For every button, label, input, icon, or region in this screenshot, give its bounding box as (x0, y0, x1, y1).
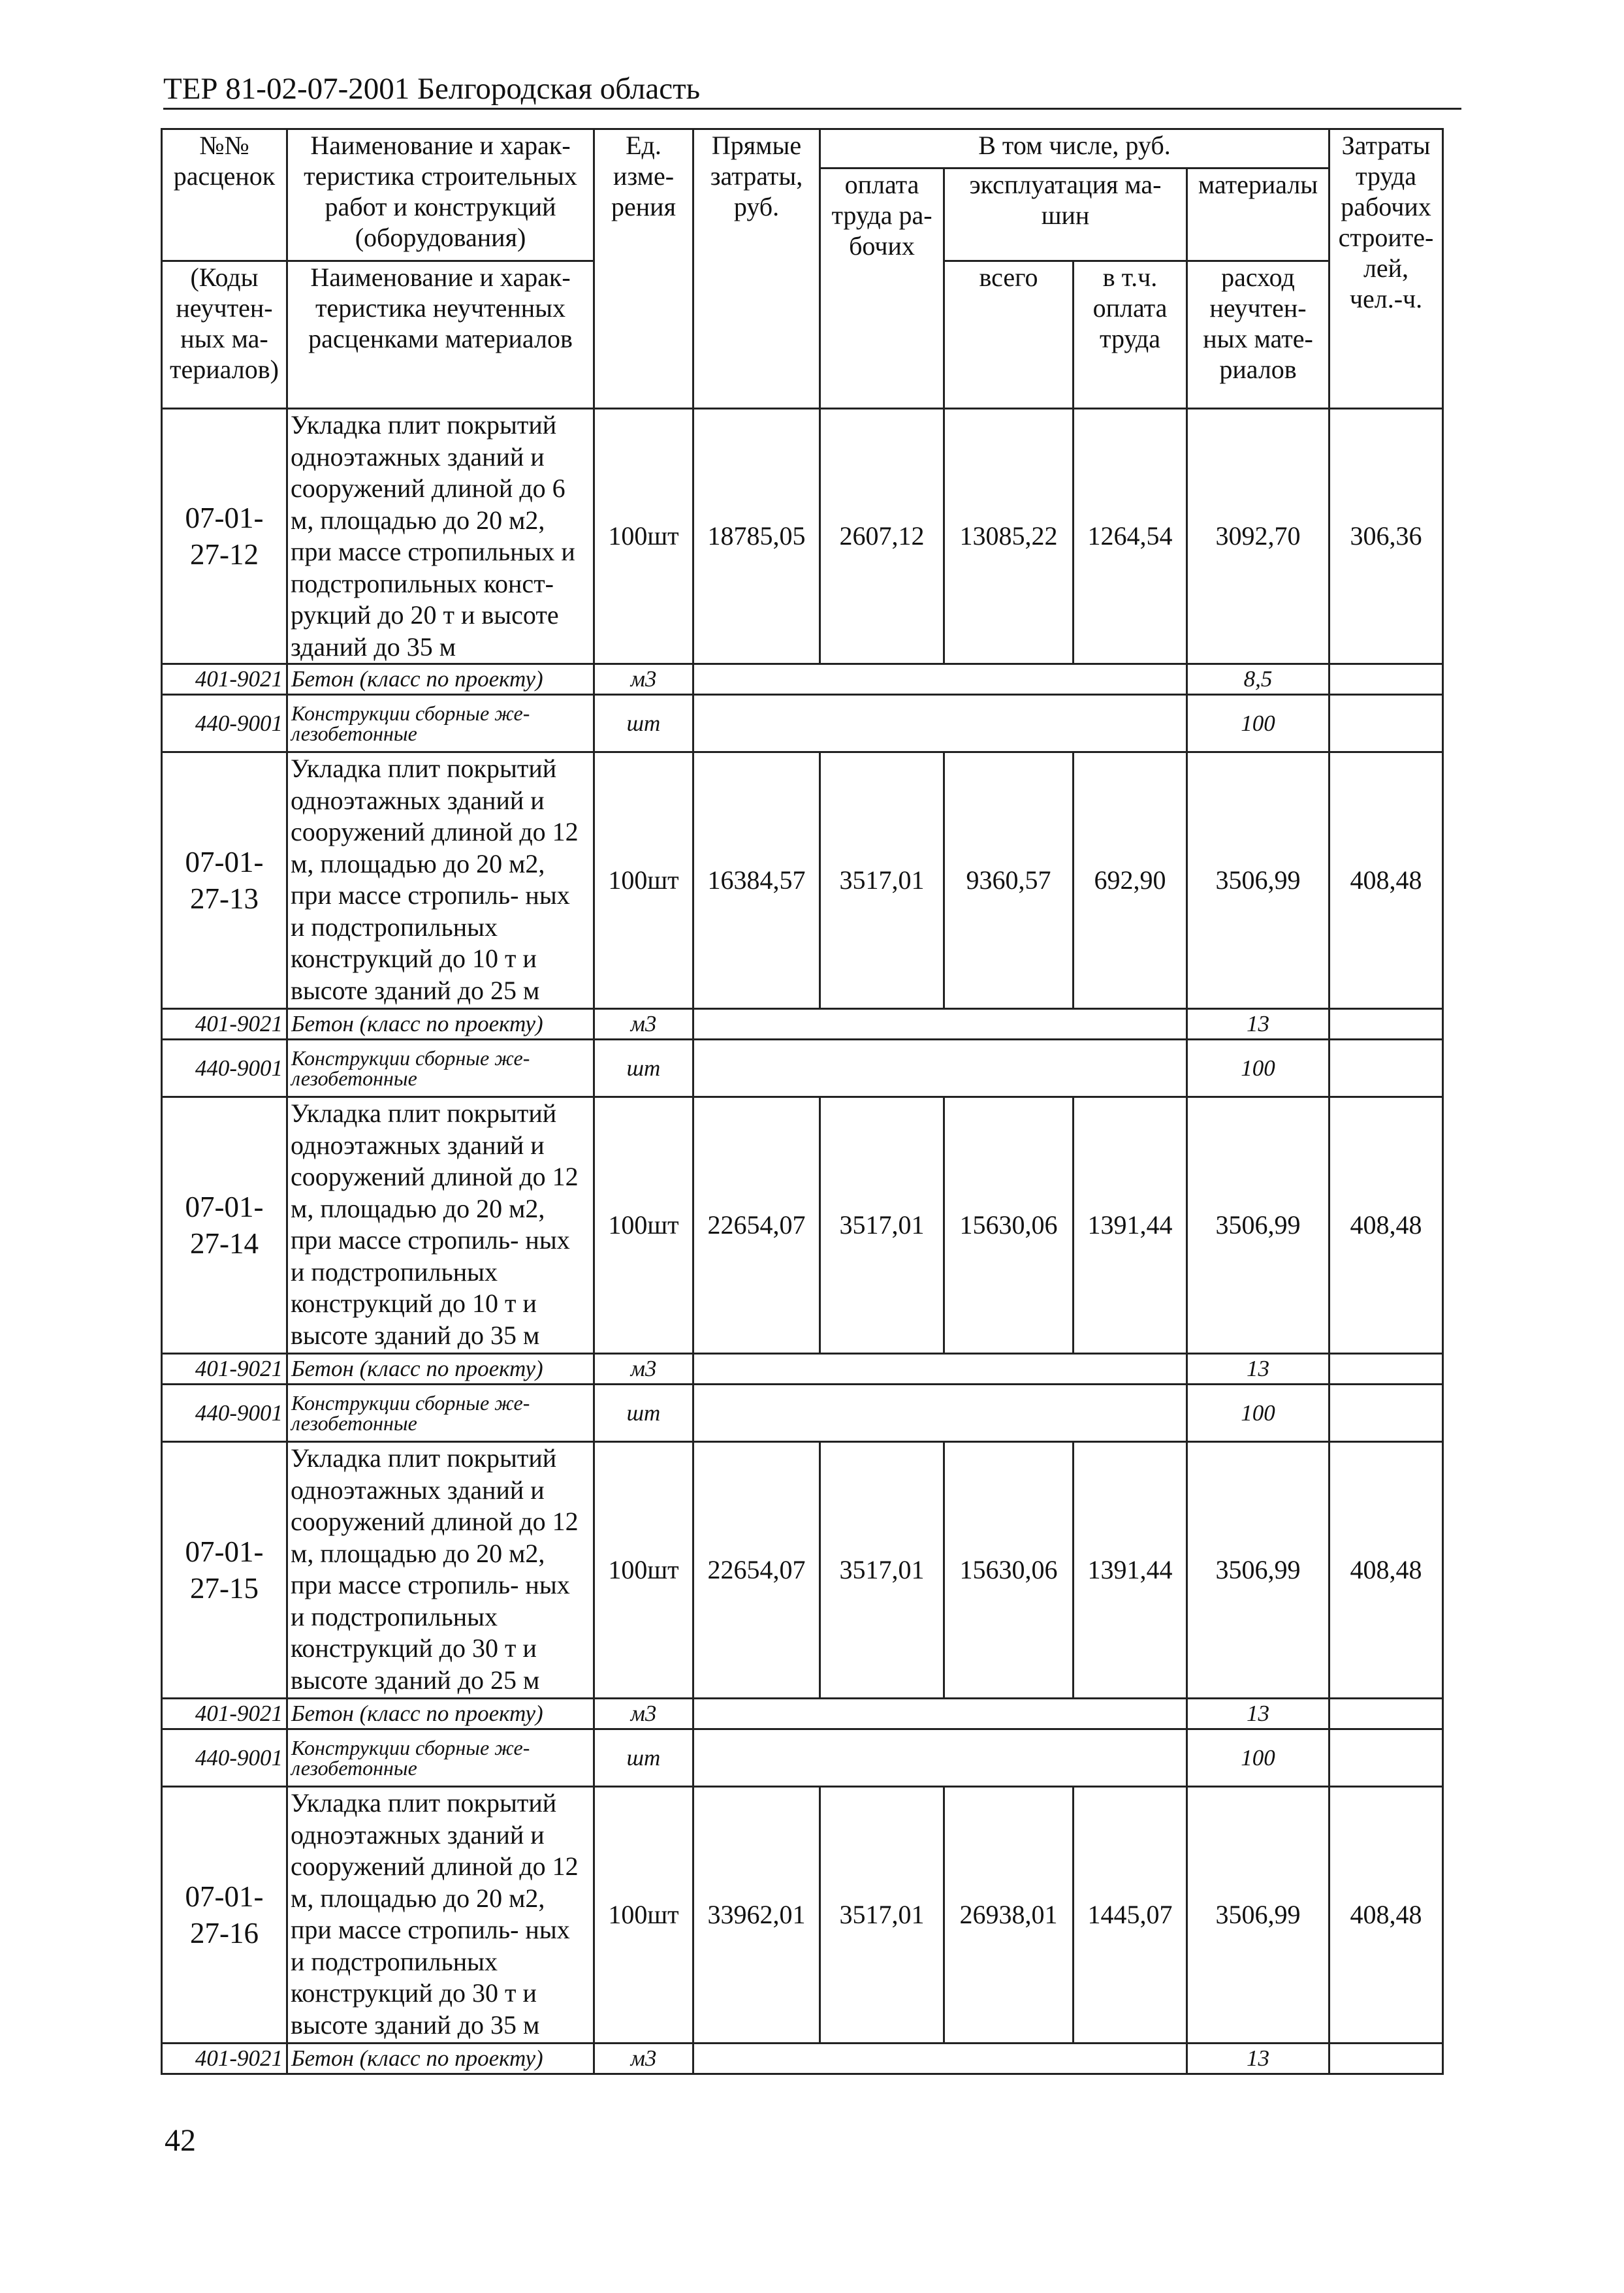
rate-labor: 408,48 (1329, 1097, 1443, 1354)
material-code: 401-9021 (162, 1354, 287, 1385)
rate-code: 07-01- 27-14 (162, 1097, 287, 1354)
material-qty: 13 (1187, 2044, 1329, 2074)
material-unit: шт (594, 1040, 693, 1097)
material-blank (693, 1354, 1187, 1385)
rate-machine-wage: 692,90 (1074, 752, 1187, 1009)
rate-labor: 306,36 (1329, 409, 1443, 664)
rate-wage: 3517,01 (820, 1442, 944, 1699)
rate-name: Укладка плит покрытий одноэтажных зданий и сооружений длиной до 12 м, площадью до 20 м2, при массе стропиль- ных и подстропильных конструкций до 30 т и высоте зданий до 25 м (287, 1442, 594, 1699)
material-qty: 13 (1187, 1354, 1329, 1385)
rate-code: 07-01- 27-15 (162, 1442, 287, 1699)
page-number: 42 (165, 2123, 196, 2158)
material-unit: м3 (594, 664, 693, 695)
material-row (162, 695, 1443, 752)
rate-labor: 408,48 (1329, 752, 1443, 1009)
material-blank (693, 1009, 1187, 1040)
rate-machine-wage: 1264,54 (1074, 409, 1187, 664)
material-qty: 8,5 (1187, 664, 1329, 695)
rate-machines: 9360,57 (944, 752, 1074, 1009)
material-name: Бетон (класс по проекту) (287, 2044, 594, 2074)
material-row (162, 1040, 1443, 1097)
page-title: ТЕР 81-02-07-2001 Белгородская область (163, 72, 701, 106)
material-name: Бетон (класс по проекту) (287, 664, 594, 695)
material-unit: м3 (594, 1009, 693, 1040)
material-qty: 100 (1187, 695, 1329, 752)
material-unit: шт (594, 695, 693, 752)
rate-materials: 3506,99 (1187, 1787, 1329, 2044)
material-row (162, 1699, 1443, 1729)
rate-code: 07-01- 27-13 (162, 752, 287, 1009)
material-code: 440-9001 (162, 1040, 287, 1097)
header-direct: Прямые затраты, руб. (693, 129, 820, 409)
rate-name: Укладка плит покрытий одноэтажных зданий и сооружений длиной до 12 м, площадью до 20 м2, при массе стропиль- ных и подстропильных конструкций до 30 т и высоте зданий до 35 м (287, 1787, 594, 2044)
material-name: Бетон (класс по проекту) (287, 1354, 594, 1385)
material-row (162, 664, 1443, 695)
rate-name: Укладка плит покрытий одноэтажных зданий и сооружений длиной до 12 м, площадью до 20 м2, при массе стропиль- ных и подстропильных конструкций до 10 т и высоте зданий до 35 м (287, 1097, 594, 1354)
material-code: 440-9001 (162, 1729, 287, 1787)
rate-materials: 3506,99 (1187, 752, 1329, 1009)
header-wage: оплата труда ра- бочих (820, 168, 944, 409)
rate-unit: 100шт (594, 409, 693, 664)
material-blank-labor (1329, 1729, 1443, 1787)
header-machine-total: всего (944, 261, 1074, 409)
material-blank (693, 664, 1187, 695)
rate-wage: 2607,12 (820, 409, 944, 664)
table-row (162, 1097, 1443, 1354)
header-materials-alt: расход неучтен- ных мате- риалов (1187, 261, 1329, 409)
rate-direct-cost: 33962,01 (693, 1787, 820, 2044)
rate-code: 07-01- 27-12 (162, 409, 287, 664)
rate-machine-wage: 1445,07 (1074, 1787, 1187, 2044)
material-blank-labor (1329, 1354, 1443, 1385)
header-code-alt: (Коды неучтен- ных ма- териалов) (162, 261, 287, 409)
rate-materials: 3506,99 (1187, 1442, 1329, 1699)
rate-labor: 408,48 (1329, 1442, 1443, 1699)
material-blank-labor (1329, 1699, 1443, 1729)
header-name-alt: Наименование и харак- теристика неучтенных расценками материалов (287, 261, 594, 409)
rate-machines: 26938,01 (944, 1787, 1074, 2044)
rate-name: Укладка плит покрытий одноэтажных зданий и сооружений длиной до 12 м, площадью до 20 м2, при массе стропиль- ных и подстропильных конструкций до 10 т и высоте зданий до 25 м (287, 752, 594, 1009)
header-group: В том числе, руб. (820, 129, 1329, 168)
rate-machine-wage: 1391,44 (1074, 1097, 1187, 1354)
page-header (163, 68, 1461, 110)
material-unit: м3 (594, 1699, 693, 1729)
rate-code: 07-01- 27-16 (162, 1787, 287, 2044)
rate-materials: 3092,70 (1187, 409, 1329, 664)
material-code: 440-9001 (162, 695, 287, 752)
material-blank (693, 1699, 1187, 1729)
material-name: Конструкции сборные же- лезобетонные (287, 695, 594, 752)
table-row (162, 1787, 1443, 2044)
material-qty: 100 (1187, 1040, 1329, 1097)
material-row (162, 1385, 1443, 1442)
material-row (162, 2044, 1443, 2074)
material-blank-labor (1329, 1385, 1443, 1442)
table-row (162, 1442, 1443, 1699)
material-qty: 13 (1187, 1009, 1329, 1040)
material-name: Бетон (класс по проекту) (287, 1009, 594, 1040)
rate-wage: 3517,01 (820, 1787, 944, 2044)
header-labor: Затраты труда рабочих строите- лей, чел.-ч. (1329, 129, 1443, 409)
header-machines: эксплуатация ма- шин (944, 168, 1187, 261)
material-unit: м3 (594, 2044, 693, 2074)
rate-direct-cost: 16384,57 (693, 752, 820, 1009)
rates-table (161, 128, 1444, 2075)
rate-wage: 3517,01 (820, 752, 944, 1009)
material-qty: 13 (1187, 1699, 1329, 1729)
material-blank (693, 1385, 1187, 1442)
rate-machines: 13085,22 (944, 409, 1074, 664)
rate-machines: 15630,06 (944, 1442, 1074, 1699)
material-qty: 100 (1187, 1385, 1329, 1442)
rate-unit: 100шт (594, 752, 693, 1009)
table-row (162, 752, 1443, 1009)
rate-materials: 3506,99 (1187, 1097, 1329, 1354)
material-code: 401-9021 (162, 1699, 287, 1729)
material-code: 401-9021 (162, 2044, 287, 2074)
material-blank (693, 2044, 1187, 2074)
material-blank-labor (1329, 1009, 1443, 1040)
material-blank (693, 1729, 1187, 1787)
header-unit: Ед. изме- рения (594, 129, 693, 409)
rate-unit: 100шт (594, 1097, 693, 1354)
rate-direct-cost: 18785,05 (693, 409, 820, 664)
rate-unit: 100шт (594, 1442, 693, 1699)
rate-direct-cost: 22654,07 (693, 1097, 820, 1354)
header-code: №№ расценок (162, 129, 287, 261)
rate-wage: 3517,01 (820, 1097, 944, 1354)
rate-direct-cost: 22654,07 (693, 1442, 820, 1699)
header-materials: материалы (1187, 168, 1329, 261)
table-row (162, 409, 1443, 664)
material-code: 401-9021 (162, 664, 287, 695)
material-name: Конструкции сборные же- лезобетонные (287, 1040, 594, 1097)
material-row (162, 1729, 1443, 1787)
material-blank-labor (1329, 2044, 1443, 2074)
header-machine-wage: в т.ч. оплата труда (1074, 261, 1187, 409)
material-name: Бетон (класс по проекту) (287, 1699, 594, 1729)
material-qty: 100 (1187, 1729, 1329, 1787)
rate-name: Укладка плит покрытий одноэтажных зданий и сооружений длиной до 6 м, площадью до 20 м2, при массе стропильных и подстропильных конст- рукций до 20 т и высоте зданий до 35 м (287, 409, 594, 664)
material-blank-labor (1329, 664, 1443, 695)
material-row (162, 1354, 1443, 1385)
material-blank (693, 1040, 1187, 1097)
material-blank (693, 695, 1187, 752)
material-code: 440-9001 (162, 1385, 287, 1442)
rate-machines: 15630,06 (944, 1097, 1074, 1354)
material-unit: шт (594, 1729, 693, 1787)
material-blank-labor (1329, 695, 1443, 752)
header-name: Наименование и харак- теристика строительных работ и конструкций (оборудования) (287, 129, 594, 261)
material-name: Конструкции сборные же- лезобетонные (287, 1729, 594, 1787)
rate-labor: 408,48 (1329, 1787, 1443, 2044)
rate-machine-wage: 1391,44 (1074, 1442, 1187, 1699)
material-unit: м3 (594, 1354, 693, 1385)
material-unit: шт (594, 1385, 693, 1442)
material-code: 401-9021 (162, 1009, 287, 1040)
material-row (162, 1009, 1443, 1040)
material-name: Конструкции сборные же- лезобетонные (287, 1385, 594, 1442)
rate-unit: 100шт (594, 1787, 693, 2044)
material-blank-labor (1329, 1040, 1443, 1097)
